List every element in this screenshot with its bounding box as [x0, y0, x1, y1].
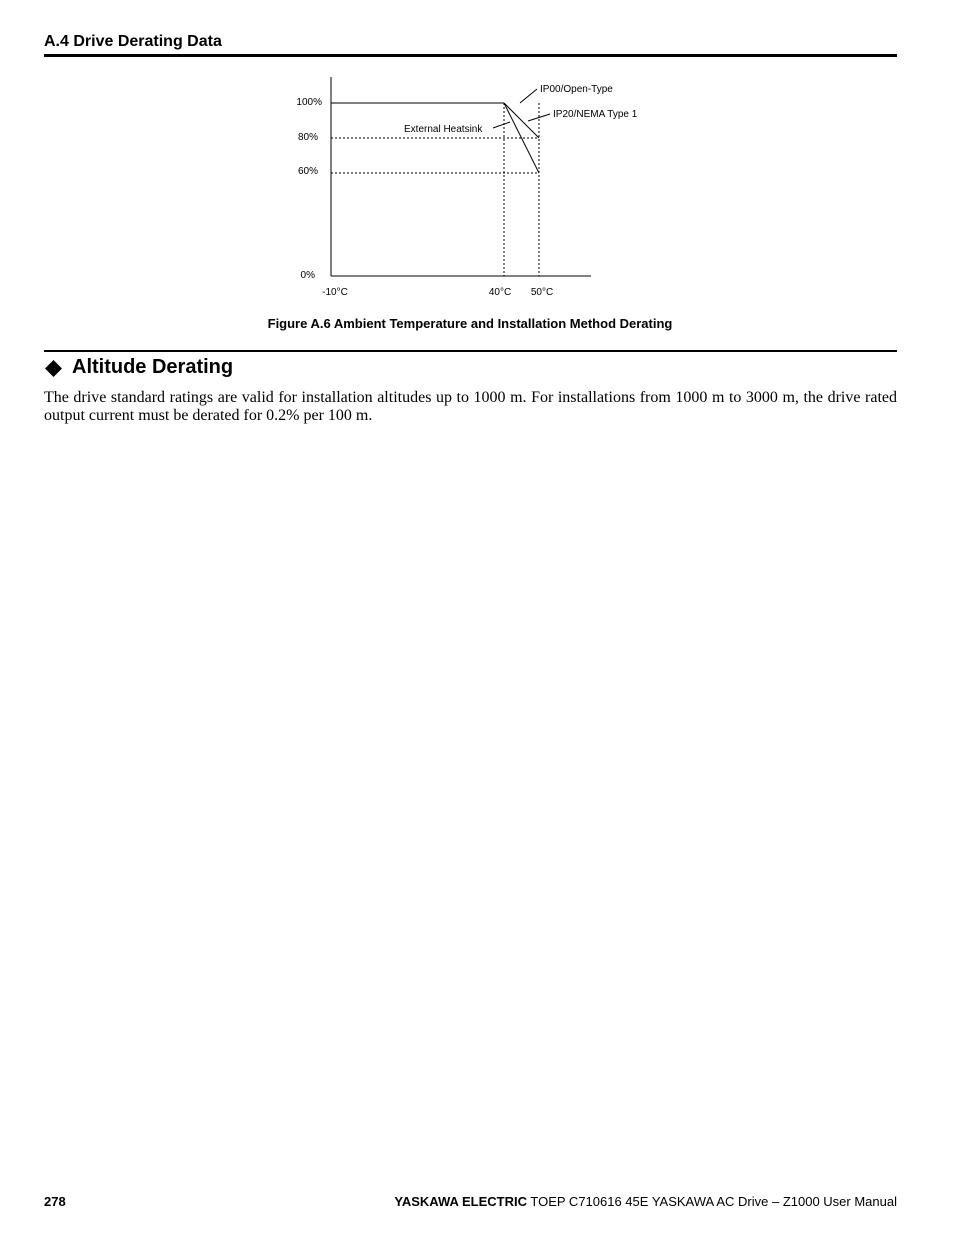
section-rule: [44, 350, 897, 352]
y-tick-label: 0%: [300, 270, 315, 281]
page-number: 278: [44, 1194, 66, 1209]
annotation-ip00: IP00/Open-Type: [540, 84, 613, 95]
diamond-bullet-icon: [45, 360, 62, 377]
footer-doc: TOEP C710616 45E YASKAWA AC Drive – Z1000 User Manual: [527, 1194, 897, 1209]
ip00-curve: [504, 103, 539, 138]
x-tick-label: -10°C: [322, 287, 348, 298]
annotation-heatsink: External Heatsink: [404, 124, 483, 135]
derating-chart: [0, 0, 954, 340]
annotation-ip20: IP20/NEMA Type 1: [553, 109, 638, 120]
figure-caption: Figure A.6 Ambient Temperature and Installation Method Derating: [267, 316, 673, 331]
ip20-curve: [504, 103, 539, 173]
section-header: A.4 Drive Derating Data: [44, 33, 222, 50]
footer-text: [394, 1194, 897, 1209]
y-tick-label: 80%: [297, 132, 318, 143]
leader-ip00: [520, 89, 537, 103]
footer-brand: YASKAWA ELECTRIC: [394, 1194, 528, 1209]
x-tick-label: 40°C: [488, 287, 512, 298]
y-tick-label: 60%: [297, 166, 318, 177]
leader-heatsink: [493, 122, 510, 128]
x-tick-label: 50°C: [530, 287, 554, 298]
y-tick-label: 100%: [296, 97, 322, 108]
altitude-heading: Altitude Derating: [72, 356, 234, 378]
altitude-body: The drive standard ratings are valid for installation altitudes up to 1000 m. For installations from 1000 m to 3000 m, the drive rated output current must be derated for 0.2% per 100 m.: [44, 389, 897, 424]
